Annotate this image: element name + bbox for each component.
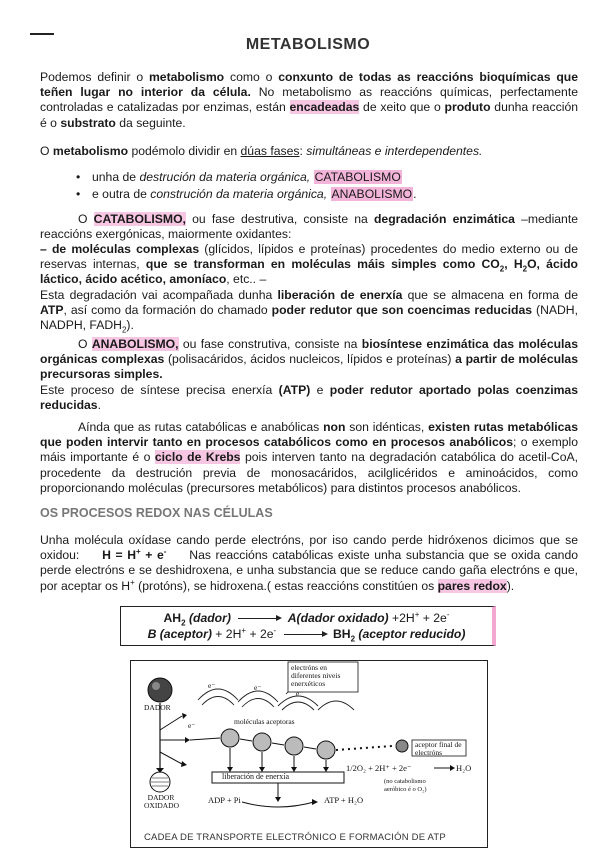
equation-reduction: B (aceptor) + 2H+ + 2e- $BH_2$ (aceptor reducido) [147, 625, 466, 644]
reaction-arrow [284, 634, 326, 635]
electron-label-3: e⁻ [296, 689, 304, 698]
electron-transport-diagram [130, 660, 488, 848]
reaction-arrow [238, 618, 280, 619]
final-acceptor-sphere [396, 740, 408, 752]
corner-mark [30, 33, 54, 35]
label-acceptor-molecules: moléculas aceptoras [234, 717, 295, 726]
label-aerobic-note: (no catabolismo aeróbico é o O₂) [384, 778, 427, 793]
electron-label-2: e⁻ [254, 683, 262, 692]
label-dador: DADOR [144, 703, 171, 712]
branch-lines [160, 716, 186, 764]
paragraph-anabolism: O ANABOLISMO, ou fase construtiva, consiste na biosíntese enzimática das moléculas orgánicas complexas (polisacáridos, ácidos nucleicos, lípidos e proteínas) a partir de moléculas precursoras simples. [40, 337, 578, 382]
electron-label-1: e⁻ [208, 681, 216, 690]
label-energy-levels: electróns en diferentes niveis enerxéticos [291, 663, 341, 688]
dador-highlight [152, 682, 160, 690]
branch-arrow-2 [185, 737, 190, 743]
water-arrow-head [450, 765, 455, 771]
paragraph-anabolism-energy: Este proceso de síntese precisa enerxía (ATP) e poder redutor aportado polas coenzimas reducidas. [40, 383, 578, 413]
atp-arrow-head [312, 799, 318, 805]
redox-equation-box [120, 606, 496, 646]
label-final-acceptor: aceptor final de electróns [415, 740, 462, 757]
paragraph-redox: Unha molécula oxídase cando perde electróns, por iso cando perde hidróxenos dicimos que se oxidou: H = H+ + e- Nas reaccións catabólicas existe unha substancia que se oxida cando perde electróns e se deshidroxena, e unha substancia que se reduce cando gaña electróns e que, por aceptar os H+ (protóns), se hidroxena.( estas reaccións constitúen os pares redox). [40, 533, 579, 593]
bullet-anabolism: • e outra de construción da materia orgánica, ANABOLISMO. [76, 187, 417, 201]
paragraph-catabolism: O CATABOLISMO, ou fase destrutiva, consiste na degradación enzimática –mediante reaccións exergónicas, maiormente oxidantes: [40, 212, 578, 242]
label-energy-release: liberación de enerxía [222, 772, 290, 781]
diagram-caption: CADEA DE TRANSPORTE ELECTRÓNICO E FORMACIÓN DE ATP [144, 832, 446, 843]
label-dador-oxidado: DADOR OXIDADO [144, 793, 179, 810]
dotted-transfer [336, 746, 392, 750]
section-heading-redox: OS PROCESOS REDOX NAS CÉLULAS [40, 506, 273, 520]
branch-arrow-1 [182, 713, 187, 719]
paragraph-catabolism-cont: – de moléculas complexas (glícidos, lípidos e proteínas) procedentes do medio externo ou de reservas internas, que se transforman en moléculas máis simples como $CO_2$, $H_2O$, ácido láctico, ácido acético, amoníaco, etc.. – Esta degradación vai acompañada dunha liberación de enerxía que se almacena en forma de ATP, así como da formación do chamado poder redutor que son coencimas reducidas (NADH, NADPH, $FADH_2$). [40, 242, 578, 335]
paragraph-definition: Podemos definir o metabolismo como o conxunto de todas as reaccións bioquímicas que teñen lugar no interior da célula. No metabolismo as reaccións químicas, perfectamente controladas e catalizadas por enzimas, están encadeadas de xeito que o produto dunha reacción é o substrato da seguinte. [40, 70, 579, 130]
atp-arrow [242, 802, 314, 807]
label-water: H₂O [456, 763, 472, 773]
equation-oxidation: $AH_2$ (dador) A(dador oxidado) +2H+ + 2e- [163, 609, 450, 628]
branch-arrow-3 [181, 761, 187, 767]
paragraph-amphibolic: Aínda que as rutas catabólicas e anabólicas non son idénticas, existen rutas metabólicas que poden intervir tanto en procesos catabólicos como en procesos anabólicos; o exemplo máis importante é o ciclo de Krebs pois interven tanto na degradación catabólica do acetil-CoA, procedente da destrución previa de monosacáridos, acilglicéridos e aminoácidos, como proporcionando moléculas (precursores metabólicos) para distintos procesos anabólicos. [40, 420, 578, 495]
label-adp: ADP + Pi [208, 795, 241, 805]
dador-sphere [148, 678, 172, 702]
paragraph-phases: O metabolismo podémolo dividir en dúas fases: simultáneas e interdependentes. [40, 144, 483, 158]
label-oxygen-reaction: 1/2O₂ + 2H⁺ + 2e⁻ [346, 763, 412, 773]
bullet-catabolism: • unha de destrución da materia orgánica, CATABOLISMO [76, 170, 401, 184]
label-atp: ATP + H₂O [324, 795, 364, 805]
page-title: METABOLISMO [245, 36, 371, 53]
electron-label-4: e⁻ [188, 721, 196, 730]
